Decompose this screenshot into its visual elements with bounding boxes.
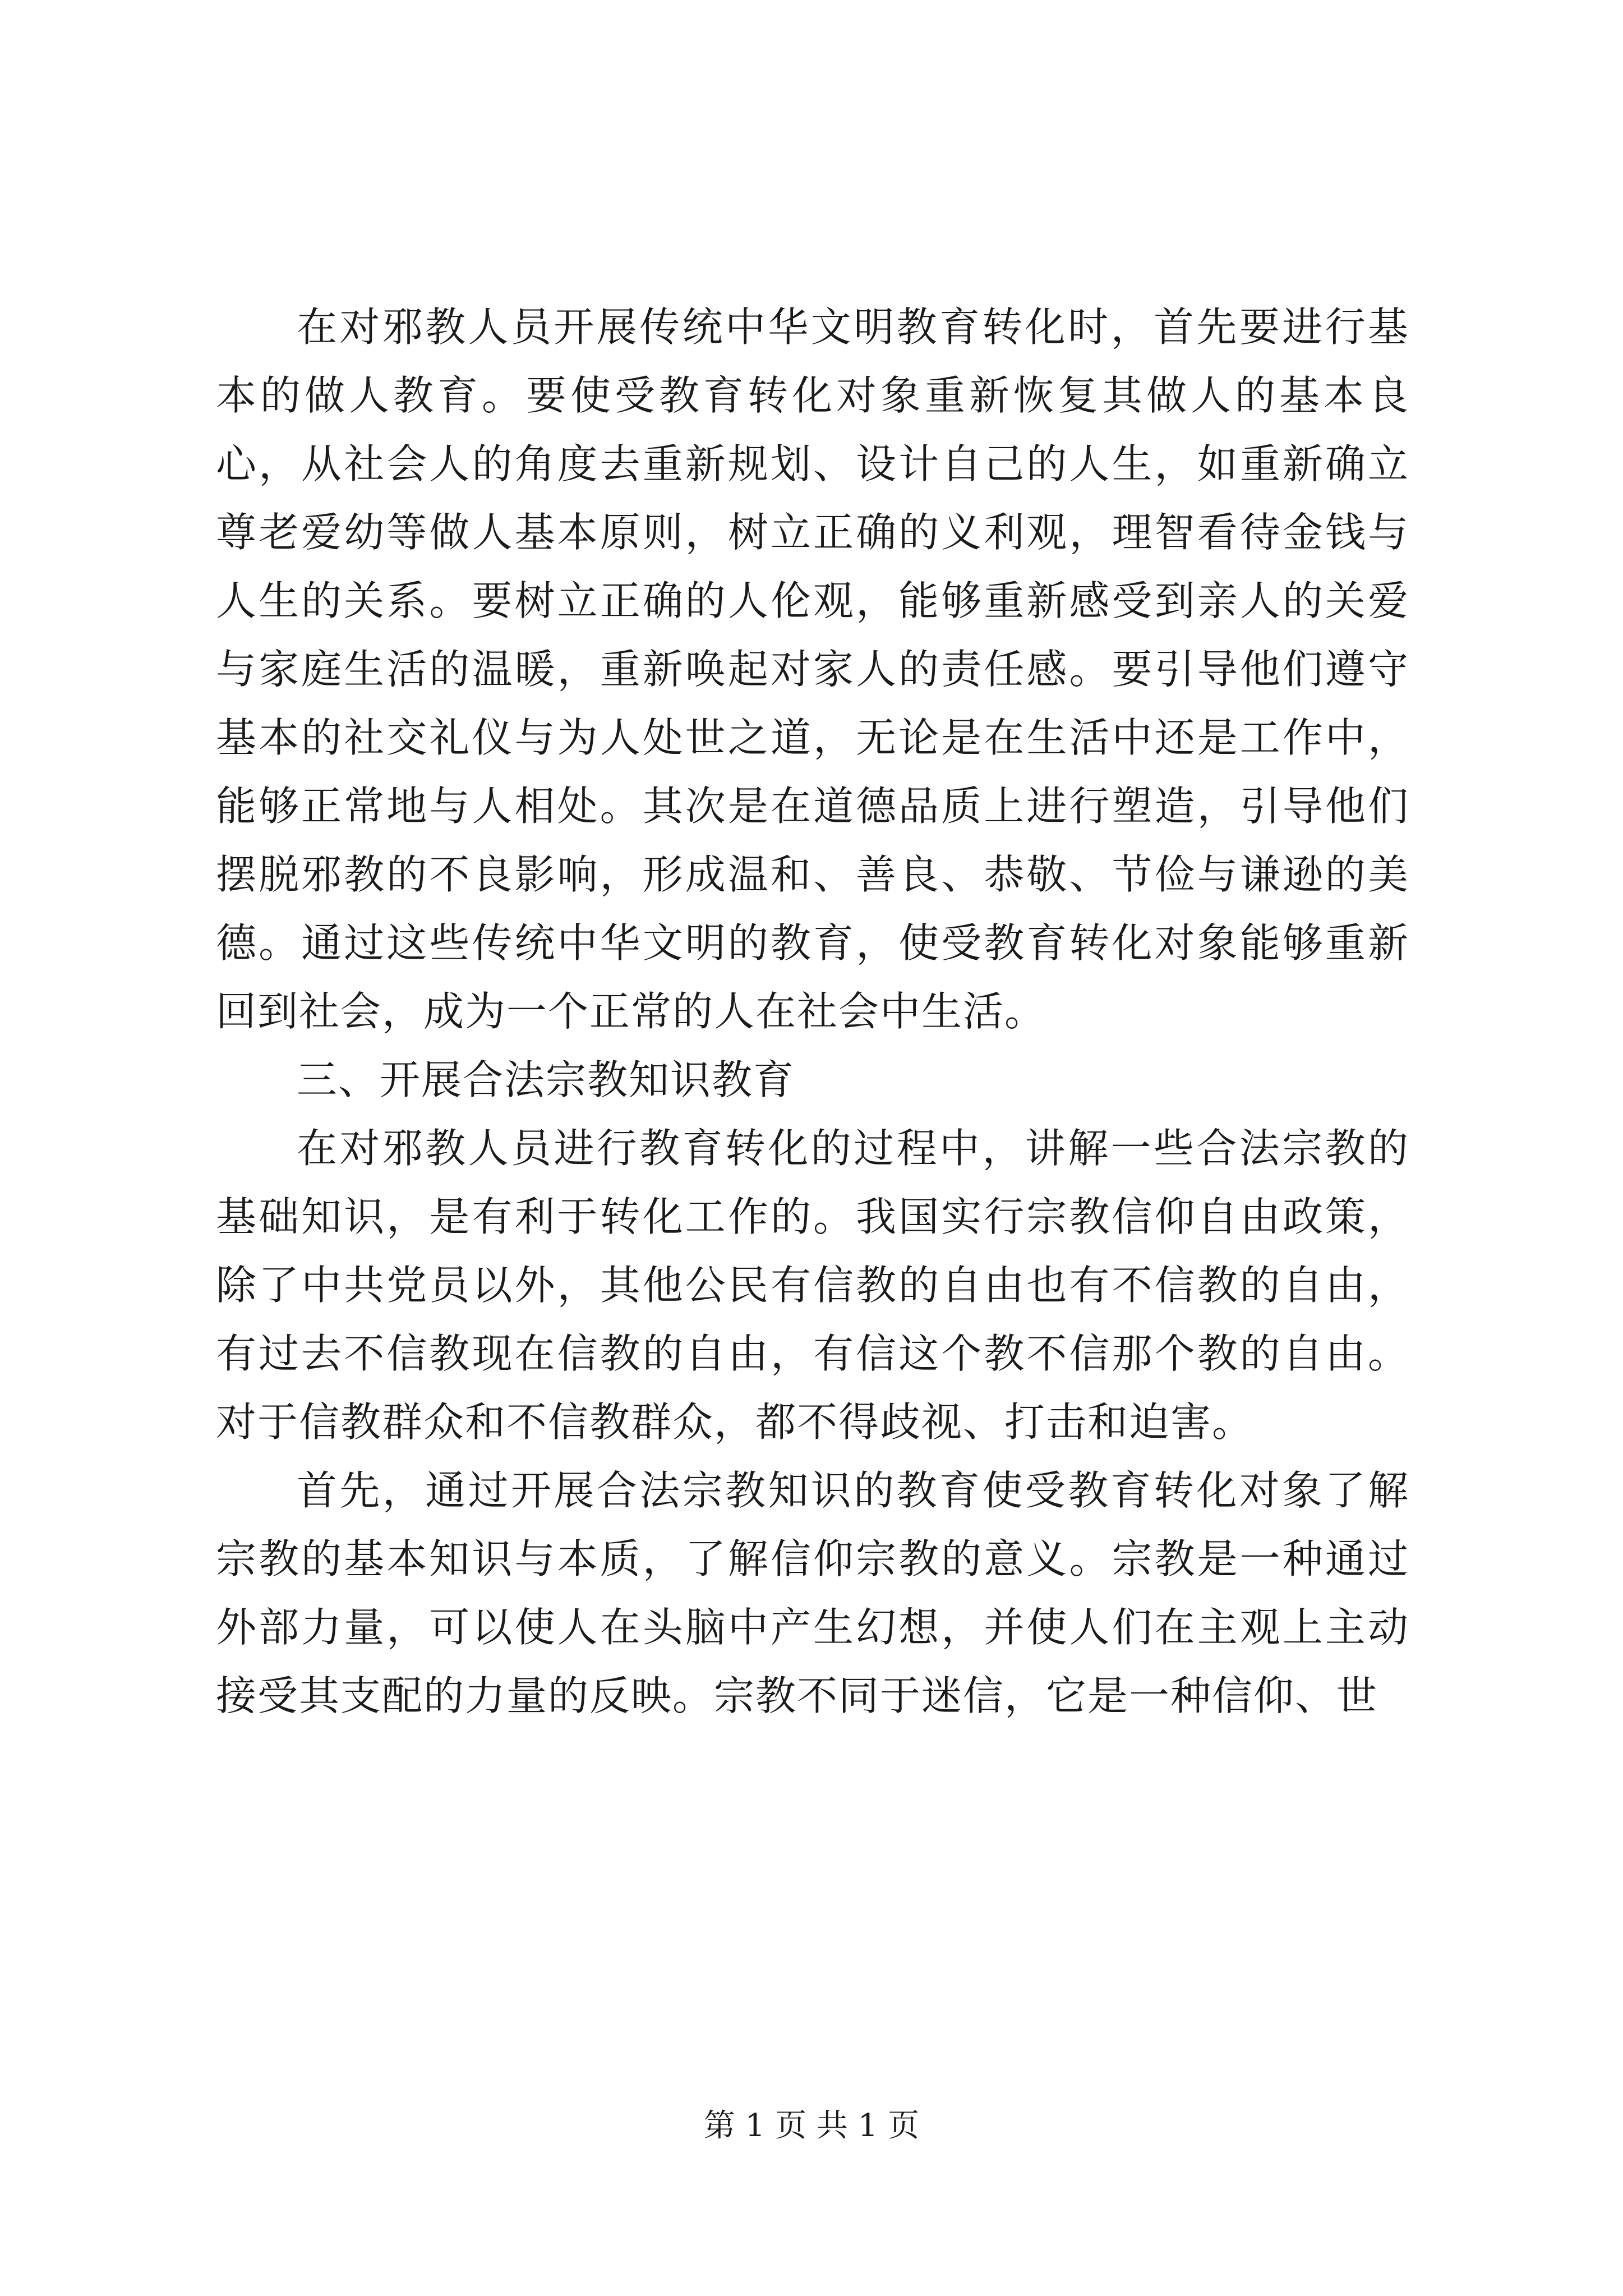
- document-body: [216, 293, 1409, 1730]
- page-footer: 第 1 页 共 1 页: [703, 2108, 920, 2144]
- section-heading-religion-knowledge: 三、开展合法宗教知识教育: [297, 1056, 795, 1103]
- paragraph-religion-policy: 在对邪教人员进行教育转化的过程中，讲解一些合法宗教的基础知识，是有利于转化工作的。我国实行宗教信仰自由政策，除了中共党员以外，其他公民有信教的自由也有不信教的自由，有过去不信教现在信教的自由，有信这个教不信那个教的自由。对于信教群众和不信教群众，都不得歧视、打击和迫害。: [216, 1125, 1409, 1446]
- paragraph-religion-essence: 首先，通过开展合法宗教知识的教育使受教育转化对象了解宗教的基本知识与本质，了解信仰宗教的意义。宗教是一种通过外部力量，可以使人在头脑中产生幻想，并使人们在主观上主动接受其支配的力量的反映。宗教不同于迷信，它是一种信仰、世: [216, 1467, 1409, 1719]
- paragraph-traditional-education: 在对邪教人员开展传统中华文明教育转化时，首先要进行基本的做人教育。要使受教育转化对象重新恢复其做人的基本良心，从社会人的角度去重新规划、设计自己的人生，如重新确立尊老爱幼等做人基本原则，树立正确的义利观，理智看待金钱与人生的关系。要树立正确的人伦观，能够重新感受到亲人的关爱与家庭生活的温暖，重新唤起对家人的责任感。要引导他们遵守基本的社交礼仪与为人处世之道，无论是在生活中还是工作中，能够正常地与人相处。其次是在道德品质上进行塑造，引导他们摆脱邪教的不良影响，形成温和、善良、恭敬、节俭与谦逊的美德。通过这些传统中华文明的教育，使受教育转化对象能够重新回到社会，成为一个正常的人在社会中生活。: [216, 303, 1409, 1035]
